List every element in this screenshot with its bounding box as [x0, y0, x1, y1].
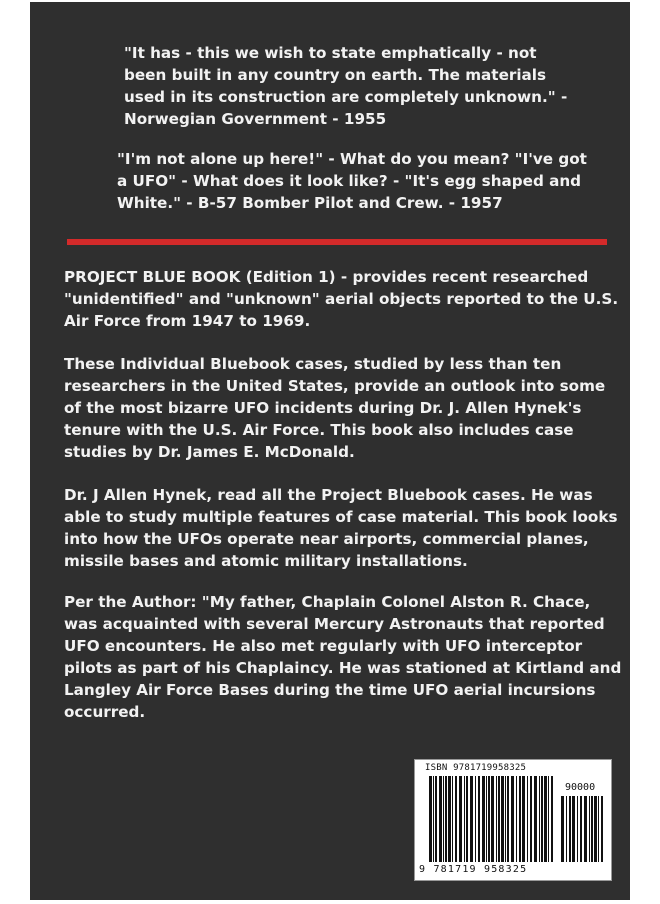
barcode-bar — [455, 776, 457, 862]
barcode-bar — [488, 776, 490, 862]
barcode-bar — [569, 796, 571, 862]
description-paragraph-1: PROJECT BLUE BOOK (Edition 1) - provides recent researched "unidentified" and "unknown" aerial objects reported to the U.S. Air Force from 1947 to 1969. — [64, 268, 619, 330]
barcode-bar — [601, 796, 603, 862]
barcode-bar — [584, 796, 587, 862]
barcode-bar — [530, 776, 532, 862]
barcode-bar — [435, 776, 437, 862]
barcode-bar — [580, 796, 582, 862]
barcode-bar — [475, 776, 476, 862]
barcode-bar — [433, 776, 434, 862]
barcode-bar — [522, 776, 525, 862]
barcode-bar — [527, 776, 528, 862]
barcode-bar — [539, 776, 540, 862]
barcode-bar — [598, 796, 599, 862]
barcode-bars — [415, 760, 611, 880]
barcode-bar — [459, 776, 462, 862]
barcode-bar — [507, 776, 509, 862]
barcode-bar — [505, 776, 506, 862]
barcode-bar — [589, 796, 590, 862]
barcode-bar — [443, 776, 444, 862]
barcode-bar — [501, 776, 504, 862]
barcode-bar — [464, 776, 465, 862]
barcode-bar — [445, 776, 447, 862]
barcode-bar — [577, 796, 578, 862]
barcode-bar — [541, 776, 543, 862]
barcode-bar — [561, 796, 564, 862]
barcode-bar — [429, 776, 432, 862]
barcode-bar — [544, 776, 547, 862]
barcode-bar — [591, 796, 593, 862]
barcode-bar — [548, 776, 549, 862]
description-paragraph-4: Per the Author: "My father, Chaplain Colonel Alston R. Chace, was acquainted with several Mercury Astronauts that reported UFO encounters. He also met regularly with UFO interceptor pilots as part of his Chaplaincy. He was stationed at Kirtland and Langley Air Force Bases during the time UFO aerial incursions occurred. — [64, 593, 622, 721]
isbn-label: ISBN 9781719958325 — [425, 763, 527, 773]
isbn-barcode — [414, 759, 612, 881]
barcode-bar — [551, 776, 553, 862]
barcode-bar — [498, 776, 500, 862]
barcode-bar — [496, 776, 497, 862]
description-paragraph-2: These Individual Bluebook cases, studied by less than ten researchers in the United States, provide an outlook into some of the most bizarre UFO incidents during Dr. J. Allen Hynek's tenure with the U.S. Air Force. This book also includes case studies by Dr. James E. McDonald. — [64, 355, 606, 461]
barcode-bar — [519, 776, 521, 862]
barcode-bar — [516, 776, 517, 862]
barcode-bar — [486, 776, 487, 862]
price-code: 90000 — [565, 782, 596, 793]
quote-b57-pilot: "I'm not alone up here!" - What do you mean? "I've got a UFO" - What does it look like? - "It's egg shaped and White." - B-57 Bomber Pilot and Crew. - 1957 — [117, 150, 587, 212]
barcode-bar — [491, 776, 494, 862]
barcode-bar — [452, 776, 453, 862]
barcode-bar — [482, 776, 485, 862]
barcode-bar — [534, 776, 537, 862]
barcode-bar — [572, 796, 575, 862]
barcode-bar — [466, 776, 468, 862]
book-back-cover — [30, 2, 630, 900]
barcode-bar — [448, 776, 451, 862]
quote-norwegian-government: "It has - this we wish to state emphatically - not been built in any country on earth. The materials used in its construction are completely unknown." - Norwegian Government - 1955 — [124, 44, 568, 128]
isbn-digits: 9 781719 958325 — [419, 864, 528, 875]
barcode-bar — [511, 776, 514, 862]
red-divider — [67, 239, 607, 245]
barcode-bar — [566, 796, 567, 862]
barcode-bar — [439, 776, 442, 862]
description-paragraph-3: Dr. J Allen Hynek, read all the Project Bluebook cases. He was able to study multiple features of case material. This book looks into how the UFOs operate near airports, commercial planes, missile bases and atomic military installations. — [64, 486, 618, 570]
barcode-bar — [594, 796, 597, 862]
barcode-bar — [470, 776, 473, 862]
barcode-bar — [478, 776, 480, 862]
